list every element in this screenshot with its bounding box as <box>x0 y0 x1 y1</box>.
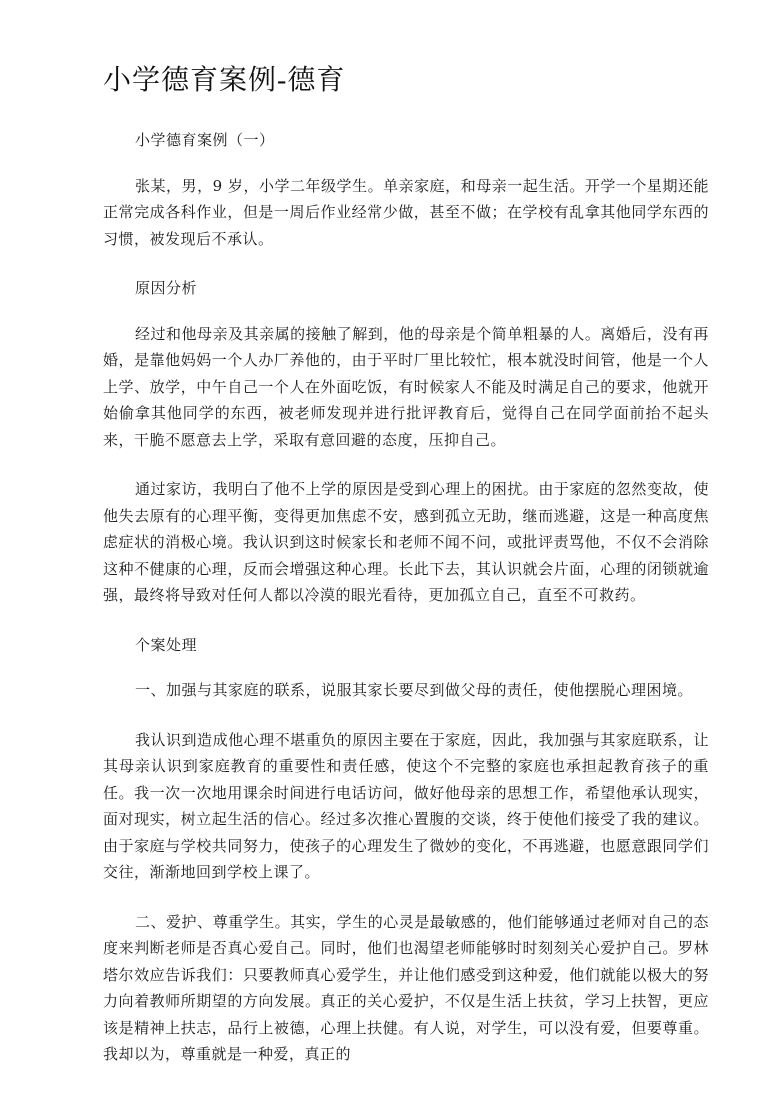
document-title: 小学德育案例-德育 <box>103 65 346 96</box>
body-paragraph: 二、爱护、尊重学生。其实，学生的心灵是最敏感的，他们能够通过老师对自己的态度来判断老师是否真心爱自己。同时，他们也渴望老师能够时时刻刻关心爱护自己。罗林塔尔效应告诉我们：只要教师真心爱学生，并让他们感受到这种爱，他们就能以极大的努力向着教师所期望的方向发展。真正的关心爱护，不仅是生活上扶贫，学习上扶智，更应该是精神上扶志，品行上被德，心理上扶健。有人说，对学生，可以没有爱，但要尊重。我却以为，尊重就是一种爱，真正的 <box>103 912 709 1063</box>
section-heading: 个案处理 <box>135 635 198 654</box>
body-paragraph: 经过和他母亲及其亲属的接触了解到，他的母亲是个简单粗暴的人。离婚后，没有再婚，是靠他妈妈一个人办厂养他的，由于平时厂里比较忙，根本就没时间管，他是一个人上学、放学，中午自己一个人在外面吃饭，有时候家人不能及时满足自己的要求，他就开始偷拿其他同学的东西，被老师发现并进行批评教育后，觉得自己在同学面前抬不起头来，干脆不愿意去上学，采取有意回避的态度，压抑自己。 <box>103 324 709 449</box>
section-heading: 原因分析 <box>135 279 198 297</box>
body-paragraph: 一、加强与其家庭的联系，说服其家长要尽到做父母的责任，使他摆脱心理困境。 <box>135 681 694 699</box>
body-paragraph: 张某，男，9 岁，小学二年级学生。单亲家庭，和母亲一起生活。开学一个星期还能正常完成各科作业，但是一周后作业经常少做，甚至不做；在学校有乱拿其他同学东西的习惯，被发现后不承认。 <box>103 176 709 248</box>
section-heading: 小学德育案例（一） <box>135 131 275 149</box>
body-paragraph: 通过家访，我明白了他不上学的原因是受到心理上的困扰。由于家庭的忽然变故，使他失去原有的心理平衡，变得更加焦虑不安，感到孤立无助，继而逃避，这是一种高度焦虑症状的消极心境。我认识到这时候家长和老师不闻不问，或批评责骂他，不仅不会消除这种不健康的心理，反而会增强这种心理。长此下去，其认识就会片面，心理的闭锁就逾强，最终将导致对任何人都以冷漠的眼光看待，更加孤立自己，直至不可救药。 <box>103 480 709 604</box>
document-body <box>103 127 709 1068</box>
body-paragraph: 我认识到造成他心理不堪重负的原因主要在于家庭，因此，我加强与其家庭联系，让其母亲认识到家庭教育的重要性和责任感，使这个不完整的家庭也承担起教育孩子的重任。我一次一次地用课余时间进行电话访问，做好他母亲的思想工作，希望他承认现实，面对现实，树立起生活的信心。经过多次推心置腹的交谈，终于使他们接受了我的建议。由于家庭与学校共同努力，使孩子的心理发生了微妙的变化，不再逃避，也愿意跟同学们交往，渐渐地回到学校上课了。 <box>103 730 709 881</box>
